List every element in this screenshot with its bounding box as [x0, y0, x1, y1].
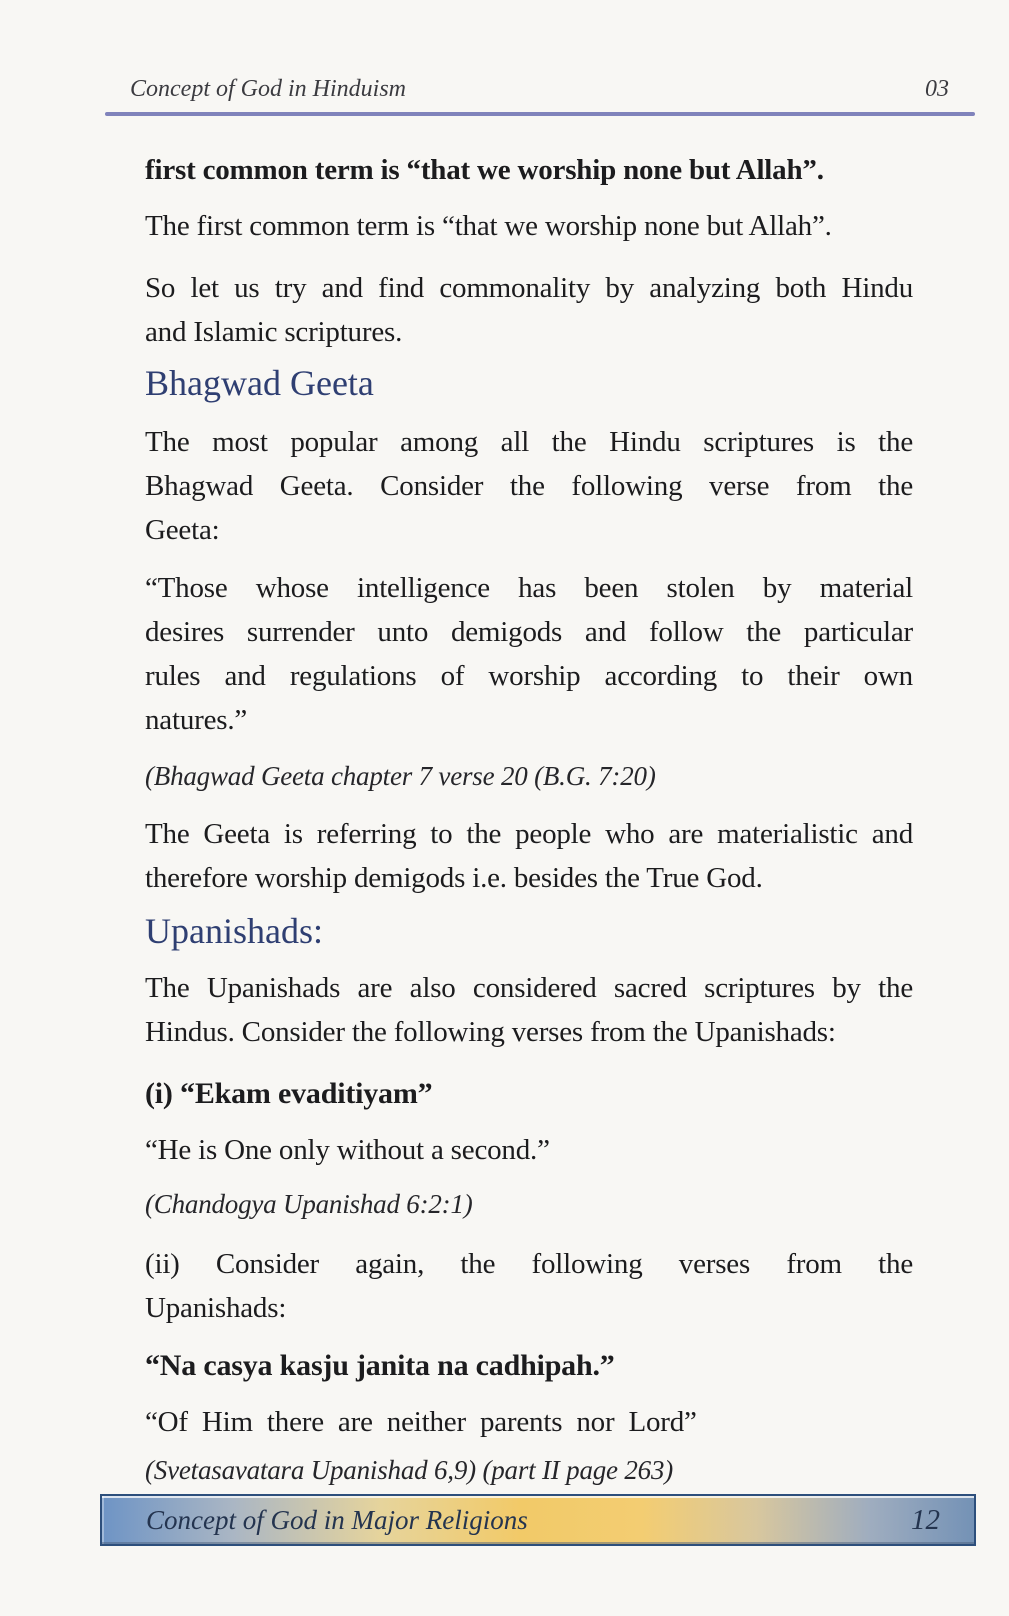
text-line: natures.” [145, 704, 248, 736]
citation [145, 1454, 913, 1486]
paragraph [145, 1242, 913, 1330]
paragraph [145, 266, 913, 354]
text-line: rules and regulations of worship according to their own [145, 660, 913, 692]
running-head-page-number: 03 [925, 76, 949, 102]
verse-heading [145, 1346, 913, 1386]
citation [145, 1188, 913, 1220]
paragraph [145, 966, 913, 1054]
verse-heading [145, 1074, 913, 1114]
text-line: and Islamic scriptures. [145, 316, 403, 348]
text-line: The first common term is “that we worship none but Allah”. [145, 210, 832, 242]
text-line: Hindus. Consider the following verses from the Upanishads: [145, 1016, 836, 1048]
text-line: Upanishads: [145, 1292, 287, 1324]
text-line: The most popular among all the Hindu scriptures is the [145, 426, 913, 458]
running-head-title: Concept of God in Hinduism [130, 76, 406, 102]
citation-text: (Chandogya Upanishad 6:2:1) [145, 1189, 473, 1219]
paragraph [145, 1402, 913, 1442]
heading-text: Upanishads: [145, 911, 323, 951]
citation-text: (Bhagwad Geeta chapter 7 verse 20 (B.G. 7:20) [145, 761, 656, 791]
paragraph [145, 812, 913, 900]
text-line: (ii) Consider again, the following verses from the [145, 1248, 913, 1280]
text-line: “Na casya kasju janita na cadhipah.” [145, 1349, 615, 1382]
text-line: The Upanishads are also considered sacred scriptures by the [145, 972, 913, 1004]
paragraph [145, 420, 913, 552]
text-line: “He is One only without a second.” [145, 1134, 550, 1166]
text-line: The Geeta is referring to the people who are materialistic and [145, 818, 913, 850]
section-heading-bhagwad-geeta [145, 360, 913, 406]
citation-text: (Svetasavatara Upanishad 6,9) (part II page 263) [145, 1455, 674, 1485]
text-line: (i) “Ekam evaditiyam” [145, 1077, 433, 1110]
paragraph [145, 1130, 913, 1170]
heading-text: Bhagwad Geeta [145, 363, 374, 403]
text-line: therefore worship demigods i.e. besides the True God. [145, 862, 763, 894]
text-line: Geeta: [145, 514, 220, 546]
text-line: first common term is “that we worship none but Allah”. [145, 154, 824, 186]
text-line: Bhagwad Geeta. Consider the following verse from the [145, 470, 913, 502]
text-line: desires surrender unto demigods and follow the particular [145, 616, 913, 648]
text-line: “Of Him there are neither parents nor Lord” [145, 1406, 697, 1438]
text-line: “Those whose intelligence has been stolen by material [145, 572, 913, 604]
footer-book-title: Concept of God in Major Religions [146, 1504, 528, 1535]
section-heading-upanishads [145, 908, 913, 954]
footer-bar [100, 1494, 976, 1546]
footer-page-number: 12 [911, 1503, 940, 1536]
paragraph [145, 206, 913, 246]
running-head [130, 76, 949, 103]
text-line: So let us try and find commonality by analyzing both Hindu [145, 272, 913, 304]
header-rule [105, 112, 975, 116]
citation [145, 760, 913, 792]
lead-paragraph [145, 150, 913, 190]
page-body [145, 150, 913, 1486]
quote-paragraph [145, 566, 913, 742]
